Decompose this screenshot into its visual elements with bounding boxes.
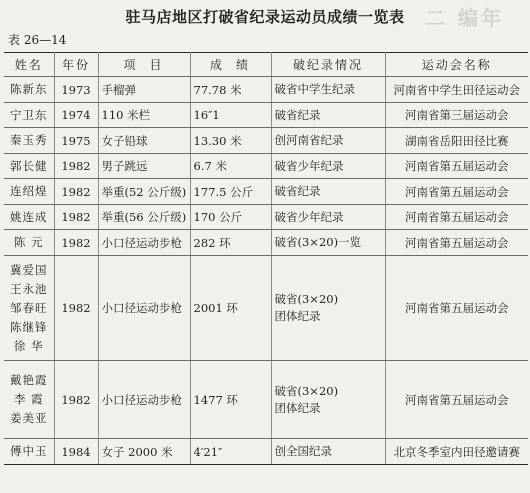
year-cell: 1982 [54, 205, 98, 230]
record-cell [271, 256, 385, 361]
meet-cell: 河南省中学生田径运动会 [385, 77, 528, 103]
year-cell: 1982 [54, 179, 98, 205]
athlete-name-cell [4, 361, 54, 439]
athlete-name-cell [4, 154, 54, 179]
year-cell: 1975 [54, 128, 98, 154]
athlete-name: 陈新东 [10, 82, 48, 96]
athlete-name: 徐 华 [13, 338, 44, 353]
record-cell [271, 205, 385, 230]
athlete-name-cell [4, 205, 54, 230]
record-text: 破省少年纪录 [274, 158, 344, 173]
record-cell [271, 154, 385, 179]
record-text: 破省少年纪录 [274, 209, 344, 224]
result-cell: 77.78 米 [190, 77, 271, 103]
result-cell: 1477 环 [190, 361, 271, 439]
header-meet: 运动会名称 [385, 53, 528, 77]
athlete-name: 王永池 [10, 281, 48, 296]
event-cell: 小口径运动步枪 [98, 256, 190, 361]
athlete-name: 连绍煌 [10, 184, 48, 198]
athlete-name: 陈继锋 [10, 319, 48, 334]
athlete-name: 傅中玉 [10, 444, 48, 458]
table-row [4, 439, 528, 465]
header-result: 成绩 [190, 53, 271, 77]
meet-cell: 河南省第三届运动会 [385, 103, 528, 128]
table-row [4, 103, 528, 128]
meet-cell: 河南省第五届运动会 [385, 179, 528, 205]
result-cell: 13.30 米 [190, 128, 271, 154]
result-cell: 177.5 公斤 [190, 179, 271, 205]
record-cell [271, 179, 385, 205]
table-row [4, 128, 528, 154]
athlete-name-cell [4, 179, 54, 205]
athlete-name-cell [4, 230, 54, 256]
record-text: 团体纪录 [274, 400, 321, 415]
table-row [4, 230, 528, 256]
header-name: 姓名 [4, 53, 54, 77]
event-cell: 手榴弹 [98, 77, 190, 103]
athlete-name: 李 霞 [13, 392, 44, 406]
record-cell [271, 230, 385, 256]
athlete-name-cell [4, 77, 54, 103]
record-text: 破省纪录 [274, 107, 321, 122]
header-year: 年份 [54, 53, 98, 77]
year-cell: 1982 [54, 256, 98, 361]
year-cell: 1973 [54, 77, 98, 103]
athlete-name: 冀爱国 [10, 262, 48, 277]
record-cell [271, 361, 385, 439]
record-text: 创河南省纪录 [274, 133, 344, 147]
meet-cell: 河南省第五届运动会 [385, 361, 528, 439]
record-text: 破省中学生纪录 [274, 82, 355, 96]
meet-cell: 河南省第五届运动会 [385, 230, 528, 256]
year-cell: 1982 [54, 154, 98, 179]
table-number: 表 26—14 [8, 33, 67, 47]
record-text: 破省(3×20) [274, 292, 339, 306]
athlete-name-cell [4, 128, 54, 154]
year-cell: 1974 [54, 103, 98, 128]
table-body [4, 77, 528, 465]
event-cell: 男子跳远 [98, 154, 190, 179]
athlete-name-cell [4, 256, 54, 361]
record-text: 破省纪录 [274, 184, 321, 198]
event-cell: 女子铅球 [98, 128, 190, 154]
event-cell: 女子 2000 米 [98, 439, 190, 465]
record-text: 团体纪录 [274, 309, 321, 323]
athlete-name: 陈 元 [13, 235, 44, 249]
meet-cell: 湖南省岳阳田径比赛 [385, 128, 528, 154]
result-cell: 2001 环 [190, 256, 271, 361]
header-row [4, 53, 528, 77]
athlete-name: 姚连成 [10, 209, 48, 224]
record-text: 破省(3×20) [274, 383, 339, 398]
athlete-name: 姜美亚 [10, 411, 48, 425]
record-cell [271, 103, 385, 128]
athlete-name-cell [4, 439, 54, 465]
watermark-text: 二 编年 [425, 6, 504, 30]
event-cell: 举重(52 公斤级) [98, 179, 190, 205]
athlete-name: 郭长健 [10, 158, 48, 173]
record-cell [271, 439, 385, 465]
athlete-name-cell [4, 103, 54, 128]
header-event: 项目 [98, 53, 190, 77]
result-cell: 6.7 米 [190, 154, 271, 179]
year-cell: 1982 [54, 230, 98, 256]
header-record: 破纪录情况 [271, 53, 385, 77]
result-cell: 4′21″ [190, 439, 271, 465]
result-cell: 16″1 [190, 103, 271, 128]
table-row [4, 77, 528, 103]
meet-cell: 河南省第五届运动会 [385, 205, 528, 230]
athlete-name: 秦玉秀 [10, 133, 48, 147]
table-row [4, 361, 528, 439]
table-title: 驻马店地区打破省纪录运动员成绩一览表 [125, 8, 405, 26]
event-cell: 举重(56 公斤级) [98, 205, 190, 230]
event-cell: 小口径运动步枪 [98, 361, 190, 439]
record-text: 破省(3×20)一览 [274, 235, 362, 249]
year-cell: 1982 [54, 361, 98, 439]
table-row [4, 256, 528, 361]
table-row [4, 179, 528, 205]
record-cell [271, 77, 385, 103]
meet-cell: 河南省第五届运动会 [385, 256, 528, 361]
athlete-name: 邹春旺 [10, 300, 48, 315]
year-cell: 1984 [54, 439, 98, 465]
event-cell: 110 米栏 [98, 103, 190, 128]
result-cell: 170 公斤 [190, 205, 271, 230]
table-row [4, 205, 528, 230]
records-table [4, 52, 528, 465]
record-cell [271, 128, 385, 154]
athlete-name: 戴艳霞 [10, 373, 48, 387]
meet-cell: 北京冬季室内田径邀请赛 [385, 439, 528, 465]
event-cell: 小口径运动步枪 [98, 230, 190, 256]
record-text: 创全国纪录 [274, 444, 332, 458]
result-cell: 282 环 [190, 230, 271, 256]
athlete-name: 宁卫东 [10, 107, 48, 122]
meet-cell: 河南省第五届运动会 [385, 154, 528, 179]
table-row [4, 154, 528, 179]
